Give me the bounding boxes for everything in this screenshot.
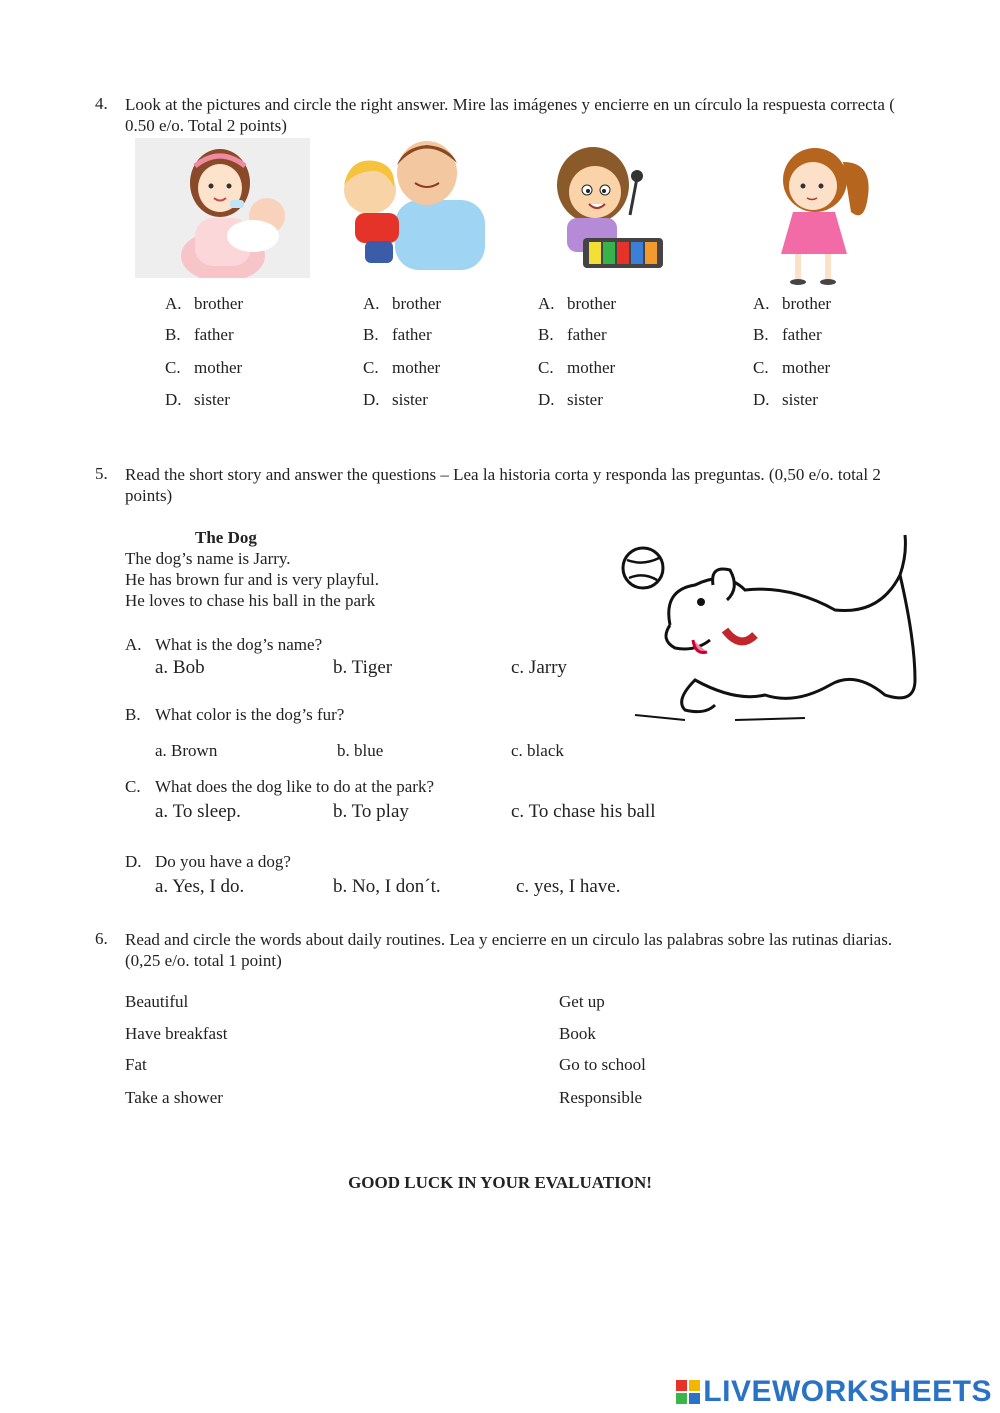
option-text: mother [567, 358, 616, 377]
word-option[interactable]: Fat [125, 1055, 147, 1074]
option-text: mother [194, 358, 243, 377]
option-letter: D. [165, 390, 182, 409]
question-letter: A. [125, 635, 142, 654]
girl-sister-illustration [755, 142, 880, 287]
answer-option[interactable]: a. Yes, I do. [155, 876, 245, 897]
option-letter: C. [538, 358, 554, 377]
option-letter: D. [753, 390, 770, 409]
dog-chasing-ball-illustration [615, 530, 930, 730]
option-text: brother [392, 294, 442, 313]
option-text: father [194, 325, 234, 344]
story-title: The Dog [195, 528, 257, 547]
word-option[interactable]: Go to school [559, 1055, 646, 1074]
option-letter: C. [753, 358, 769, 377]
option-letter: B. [538, 325, 554, 344]
option-letter: C. [165, 358, 181, 377]
option-text: sister [392, 390, 428, 409]
question-d [125, 852, 291, 872]
option-col4-d[interactable] [753, 390, 818, 410]
option-letter: A. [753, 294, 770, 313]
question-text: What is the dog’s name? [155, 635, 323, 654]
q4-number: 4. [95, 94, 108, 113]
word-option[interactable]: Take a shower [125, 1088, 223, 1107]
father-son-illustration [330, 135, 490, 270]
question-text: What does the dog like to do at the park? [155, 777, 434, 796]
liveworksheets-logo[interactable] [676, 1375, 992, 1409]
option-text: sister [782, 390, 818, 409]
option-col3-d[interactable] [538, 390, 603, 410]
question-text: Do you have a dog? [155, 852, 291, 871]
option-letter: B. [165, 325, 181, 344]
option-letter: C. [363, 358, 379, 377]
option-col1-a[interactable] [165, 294, 243, 314]
question-a [125, 635, 322, 655]
q6-number: 6. [95, 929, 108, 948]
option-letter: D. [363, 390, 380, 409]
question-c [125, 777, 434, 797]
story-line: He loves to chase his ball in the park [125, 591, 376, 610]
option-text: brother [194, 294, 244, 313]
option-col3-b[interactable] [538, 325, 607, 345]
mother-baby-illustration [135, 138, 310, 278]
word-option[interactable]: Get up [559, 992, 605, 1011]
answer-option[interactable]: a. Bob [155, 657, 205, 678]
option-letter: A. [165, 294, 182, 313]
answer-option[interactable]: c. yes, I have. [516, 876, 621, 897]
option-letter: D. [538, 390, 555, 409]
option-col2-a[interactable] [363, 294, 441, 314]
option-letter: B. [753, 325, 769, 344]
option-letter: A. [363, 294, 380, 313]
question-letter: C. [125, 777, 141, 796]
question-text: What color is the dog’s fur? [155, 705, 345, 724]
answer-option[interactable]: b. blue [337, 741, 384, 760]
option-letter: B. [363, 325, 379, 344]
option-col2-c[interactable] [363, 358, 440, 378]
option-text: sister [567, 390, 603, 409]
option-letter: A. [538, 294, 555, 313]
option-text: mother [782, 358, 831, 377]
word-option[interactable]: Have breakfast [125, 1024, 228, 1043]
option-col2-d[interactable] [363, 390, 428, 410]
option-col3-a[interactable] [538, 294, 616, 314]
answer-option[interactable]: b. To play [333, 801, 409, 822]
closing-message: GOOD LUCK IN YOUR EVALUATION! [348, 1173, 652, 1192]
option-text: father [782, 325, 822, 344]
answer-option[interactable]: b. No, I don´t. [333, 876, 441, 897]
girl-playing-xylophone-illustration [545, 140, 670, 280]
option-text: brother [782, 294, 832, 313]
question-b [125, 705, 344, 725]
brand-name: LIVEWORKSHEETS [703, 1375, 992, 1408]
option-col1-c[interactable] [165, 358, 242, 378]
option-text: sister [194, 390, 230, 409]
answer-option[interactable]: a. Brown [155, 741, 218, 760]
question-letter: D. [125, 852, 142, 871]
option-col1-d[interactable] [165, 390, 230, 410]
option-text: brother [567, 294, 617, 313]
option-text: father [567, 325, 607, 344]
answer-option[interactable]: c. black [511, 741, 564, 760]
option-col1-b[interactable] [165, 325, 234, 345]
word-option[interactable]: Beautiful [125, 992, 189, 1011]
option-text: father [392, 325, 432, 344]
answer-option[interactable]: c. To chase his ball [511, 801, 656, 822]
word-option[interactable]: Book [559, 1024, 596, 1043]
story-line: He has brown fur and is very playful. [125, 570, 379, 589]
answer-option[interactable]: b. Tiger [333, 657, 393, 678]
story-line: The dog’s name is Jarry. [125, 549, 291, 568]
q5-number: 5. [95, 464, 108, 483]
option-col4-a[interactable] [753, 294, 831, 314]
option-text: mother [392, 358, 441, 377]
option-col3-c[interactable] [538, 358, 615, 378]
q4-instructions: Look at the pictures and circle the right answer. Mire las imágenes y encierre en un círculo la respuesta correcta ( 0.50 e/o. Total 2 points) [125, 95, 895, 135]
option-col4-c[interactable] [753, 358, 830, 378]
word-option[interactable]: Responsible [559, 1088, 643, 1107]
q6-instructions: Read and circle the words about daily routines. Lea y encierre en un circulo las palabras sobre las rutinas diarias. (0,25 e/o. total 1 point) [125, 930, 893, 970]
q5-instructions: Read the short story and answer the questions – Lea la historia corta y responda las preguntas. (0,50 e/o. total 2 points) [125, 465, 881, 505]
answer-option[interactable]: c. Jarry [511, 657, 567, 678]
answer-option[interactable]: a. To sleep. [155, 801, 241, 822]
question-letter: B. [125, 705, 141, 724]
option-col4-b[interactable] [753, 325, 822, 345]
option-col2-b[interactable] [363, 325, 432, 345]
liveworksheets-icon [676, 1380, 700, 1404]
